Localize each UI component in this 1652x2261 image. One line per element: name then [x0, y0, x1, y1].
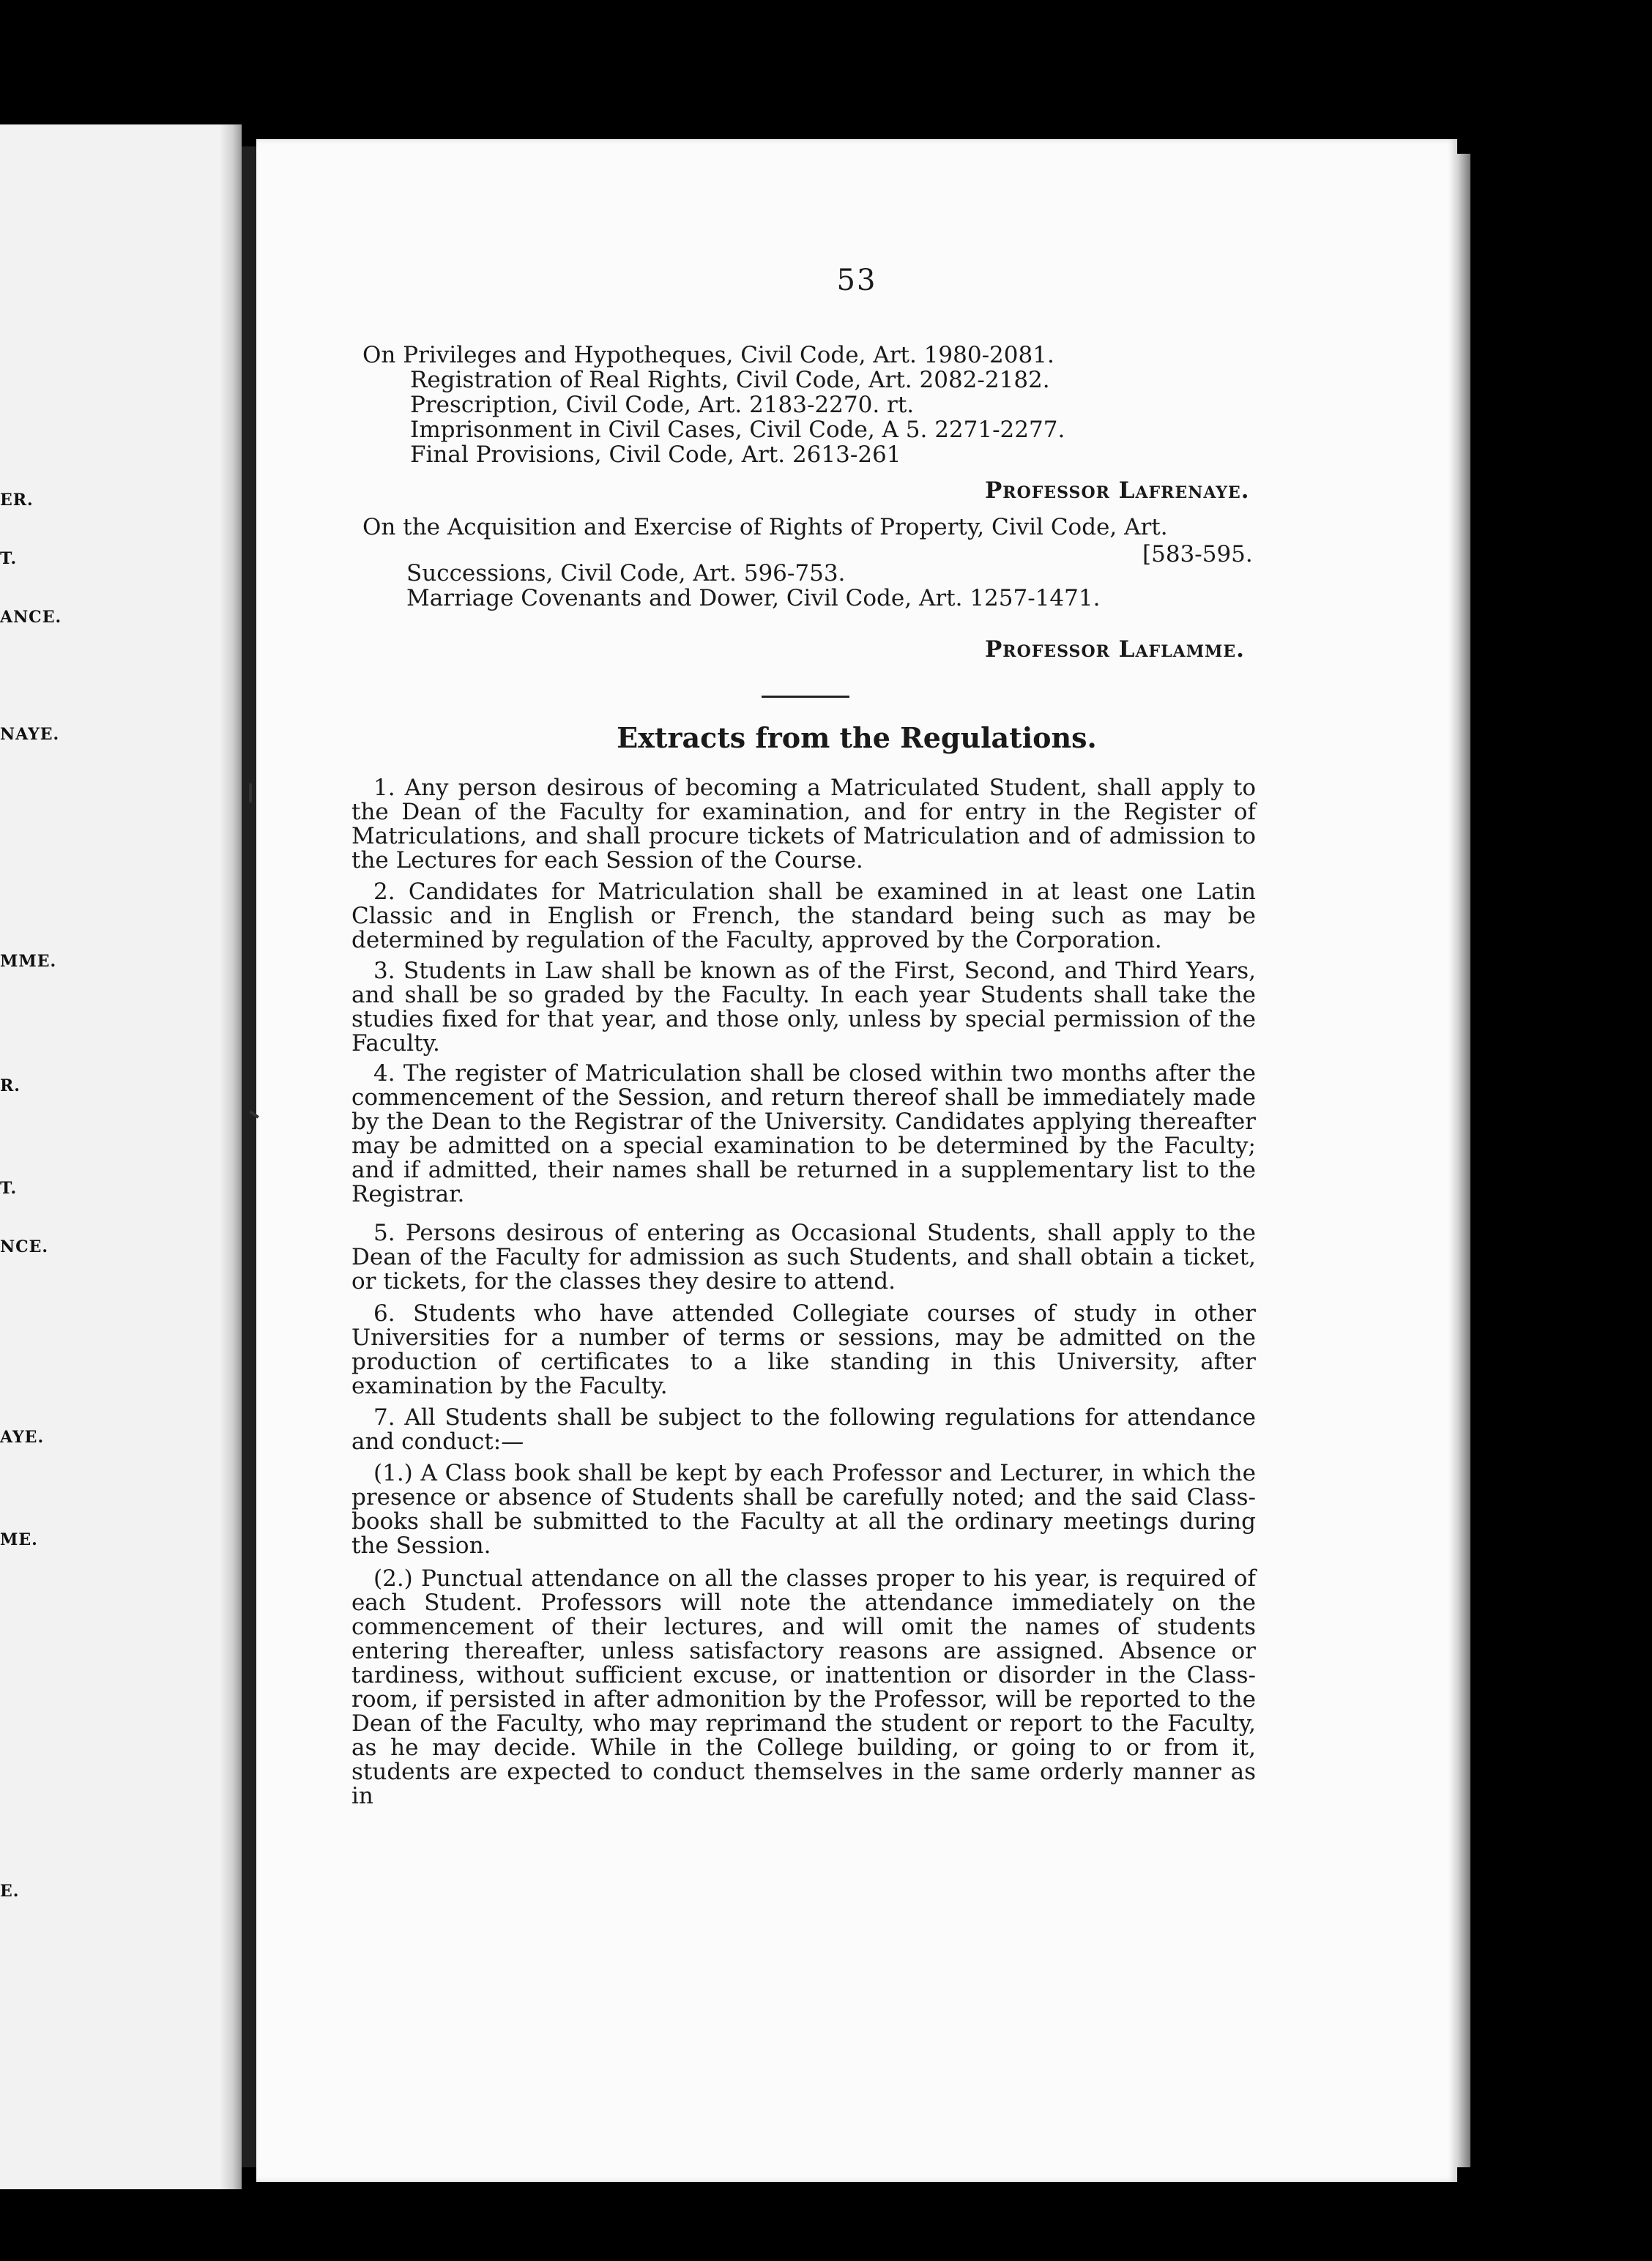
regulation-paragraph: 3. Students in Law shall be known as of the First, Second, and Third Years, and shall be so graded by the Faculty. In each year Students shall take the studies fixed for that year, and those only, unless by special permission of the Faculty. [351, 958, 1256, 1057]
acquisition-line: On the Acquisition and Exercise of Rights of Property, Civil Code, Art. [362, 514, 1168, 540]
course-line: Imprisonment in Civil Cases, Civil Code, A 5. 2271-2277. [410, 417, 1065, 443]
professor-signature [985, 477, 1250, 504]
regulation-paragraph: 5. Persons desirous of entering as Occasional Students, shall apply to the Dean of the Faculty for admission as such Students, and shall obtain a ticket, or tickets, for the classes they desire to attend. [351, 1220, 1256, 1295]
section-heading: Extracts from the Regulations. [617, 721, 1097, 754]
left-page-fragment: R. [0, 1076, 21, 1095]
left-page-fragment: ER. [0, 491, 34, 510]
left-page-fragment: ME. [0, 1530, 38, 1549]
course-line: Prescription, Civil Code, Art. 2183-2270. rt. [410, 392, 915, 418]
left-page-fragment: T. [0, 549, 18, 568]
regulation-paragraph: 7. All Students shall be subject to the following regulations for attendance and conduct:— [351, 1404, 1256, 1455]
professor-name: Professor Lafrenaye. [985, 477, 1250, 504]
page-fold-shadow [220, 124, 242, 2189]
regulation-paragraph: 1. Any person desirous of becoming a Matriculated Student, shall apply to the Dean of the Faculty for examination, and for entry in the Register of Matriculations, and shall procure tickets of Matriculation and of admission to the Lectures for each Session of the Course. [351, 775, 1256, 874]
section-divider [762, 696, 849, 698]
left-page-fragment: AYE. [0, 1428, 45, 1447]
regulation-subparagraph: (1.) A Class book shall be kept by each Professor and Lecturer, in which the presence or absence of Students shall be carefully noted; and the said Class-books shall be submitted to the Faculty at all the ordinary meetings during the Session. [351, 1460, 1256, 1559]
document-page [256, 139, 1457, 2182]
course-line: Marriage Covenants and Dower, Civil Code, Art. 1257-1471. [406, 585, 1101, 611]
page-number: 53 [836, 264, 877, 297]
acquisition-reference: [583-595. [1142, 541, 1253, 567]
left-page-fragment: T. [0, 1179, 18, 1198]
regulation-paragraph: 4. The register of Matriculation shall be closed within two months after the commencement of the Session, and return thereof shall be immediately made by the Dean to the Registrar of the University. Candidates applying thereafter may be admitted on a special examination to be determined by the Faculty; and if admitted, their names shall be returned in a supplementary list to the Registrar. [351, 1060, 1256, 1207]
course-line: Final Provisions, Civil Code, Art. 2613-261 [410, 442, 901, 468]
regulation-paragraph: 2. Candidates for Matriculation shall be examined in at least one Latin Classic and in English or French, the standard being such as may be determined by regulation of the Faculty, approved by the Corporation. [351, 879, 1256, 953]
margin-mark [249, 783, 252, 802]
left-page-fragment: NAYE. [0, 725, 60, 744]
left-page-fragment: ANCE. [0, 608, 62, 627]
book-gutter [242, 146, 256, 2167]
left-page-fragment: NCE. [0, 1237, 49, 1256]
left-page-fragment: E. [0, 1882, 20, 1901]
left-facing-page [0, 124, 220, 2189]
professor-signature [985, 638, 1245, 661]
course-line: Registration of Real Rights, Civil Code, Art. 2082-2182. [410, 367, 1050, 393]
course-line: On Privileges and Hypotheques, Civil Code, Art. 1980-2081. [362, 342, 1054, 368]
page-edge [1457, 154, 1470, 2167]
regulation-paragraph: 6. Students who have attended Collegiate courses of study in other Universities for a number of terms or sessions, may be admitted on the production of certificates to a like standing in this University, after examination by the Faculty. [351, 1300, 1256, 1399]
regulation-subparagraph: (2.) Punctual attendance on all the classes proper to his year, is required of each Student. Professors will note the attendance immediately on the commencement of their lectures, and will omit the names of students entering thereafter, unless satisfactory reasons are assigned. Absence or tardiness, without sufficient excuse, or inattention or disorder in the Class-room, if persisted in after admonition by the Professor, will be reported to the Dean of the Faculty, who may reprimand the student or report to the Faculty, as he may decide. While in the College building, or going to or from it, students are expected to conduct themselves in the same orderly manner as in [351, 1565, 1256, 1809]
course-line: Successions, Civil Code, Art. 596-753. [406, 560, 846, 586]
professor-name: Professor Laflamme. [985, 636, 1245, 663]
left-page-fragment: MME. [0, 952, 57, 971]
